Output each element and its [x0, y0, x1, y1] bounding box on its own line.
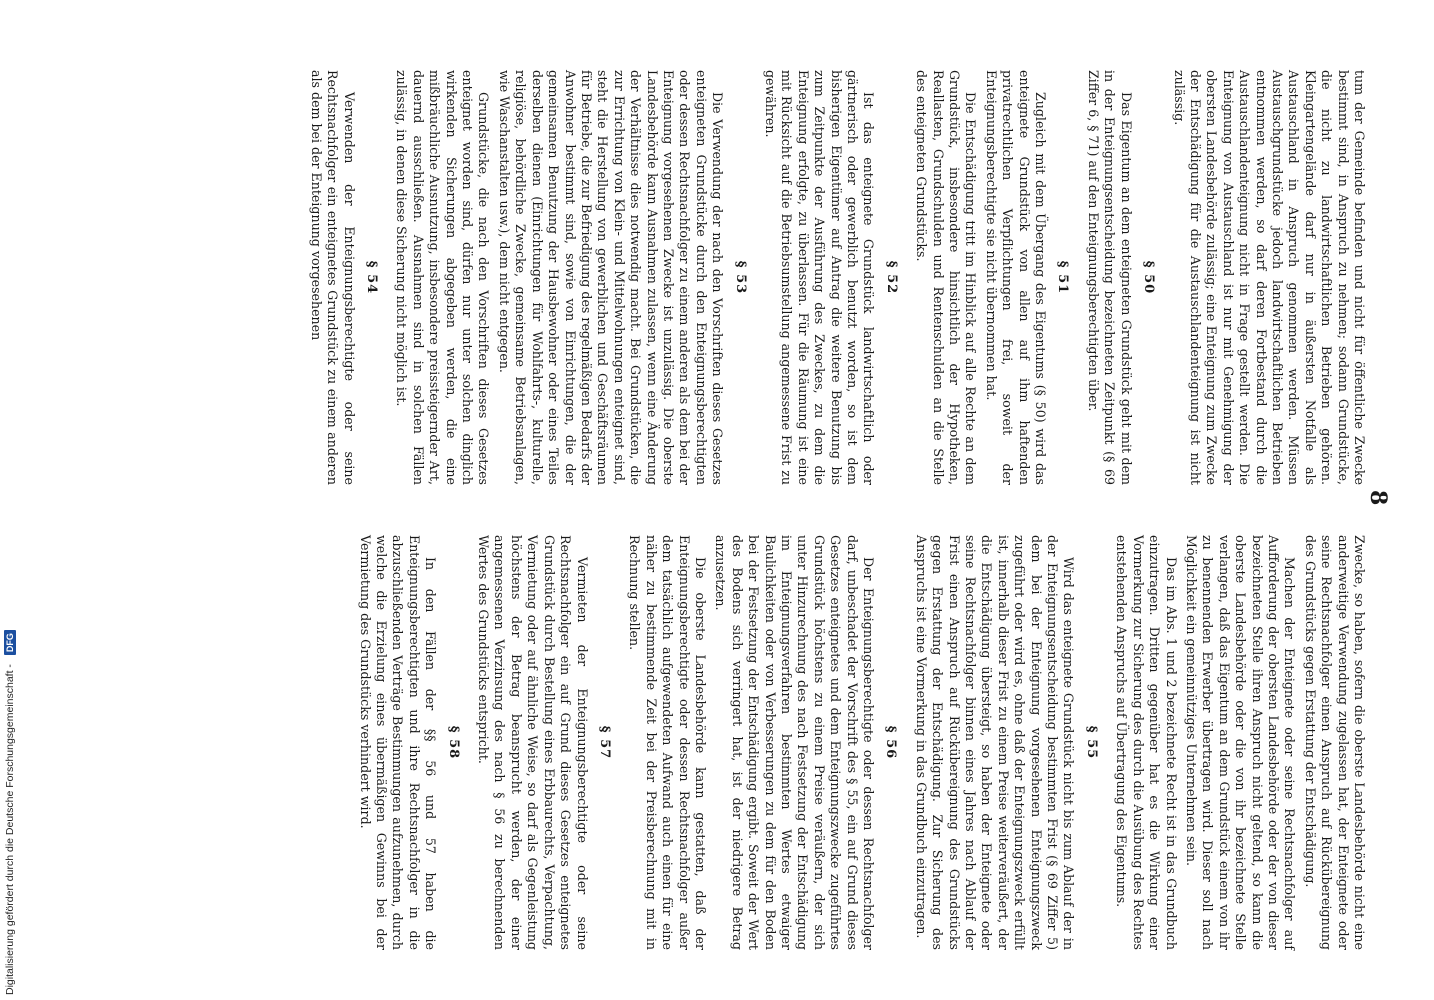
section-heading: § 54	[364, 260, 380, 295]
paragraph: Das Eigentum an dem enteigneten Grundstück geht mit dem in der Enteignungsentscheidung bezeichneten Zeitpunkt (§ 69 Ziffer 6, § 71) auf den Enteignungsberechtigten über.	[1085, 70, 1134, 485]
credit-text: Digitalisierung gefördert durch die Deutsche Forschungsgemeinschaft -	[4, 664, 16, 995]
digitization-credit	[4, 630, 16, 995]
paragraph: In den Fällen der §§ 56 und 57 haben die Enteignungsberechtigten und ihre Rechtsnachfolger in die abzuschließenden Verträge Bestimmungen aufzunehmen, durch welche die Erzielung eines übermäßigen Gewinns bei der Vermietung des Grundstücks verhindert wird.	[357, 535, 439, 950]
paragraph: Verwenden der Enteignungsberechtigte oder seine Rechtsnachfolger ein enteignetes Grundstück zu einem anderen als dem bei der Enteignung vorgesehenen	[308, 70, 357, 485]
section-heading: § 52	[883, 260, 899, 295]
rotated-document-page	[97, 70, 1397, 950]
paragraph: Die Entschädigung tritt im Hinblick auf alle Rechte an dem Grundstück, insbesondere hinsichtlich der Hypotheken, Reallasten, Grundschulden und Rentenschulden an die Stelle des enteigneten Grundstücks.	[914, 70, 979, 485]
paragraph: Zugleich mit dem Übergang des Eigentums (§ 50) wird das enteignete Grundstück von allen auf ihm haftenden privatrechtlichen Verpflichtungen frei, soweit der Enteignungsberechtigte sie nicht übernommen hat.	[983, 70, 1049, 485]
right-text-column	[352, 535, 1367, 950]
section-heading: § 53	[732, 260, 748, 295]
section-heading: § 55	[1083, 725, 1099, 760]
section-heading: § 50	[1141, 260, 1157, 295]
paragraph: Das im Abs. 1 und 2 bezeichnete Recht ist in das Grundbuch einzutragen. Dritten gegenüber hat es die Wirkung einer Vormerkung zur Sicherung des durch die Ausübung des Rechtes entstehenden Anspruchs auf Übertragung des Eigentums.	[1114, 535, 1179, 950]
paragraph: Ist das enteignete Grundstück landwirtschaftlich oder gärtnerisch oder gewerblich benutzt worden, so ist dem bisherigen Eigentümer auf Antrag die weitere Benutzung bis zum Zeitpunkte der Ausführung des Zweckes, zu dem die Enteignung erfolgte, zu überlassen. Für die Räumung ist eine mit Rücksicht auf die Betriebsumstellung angemessene Frist zu gewähren.	[763, 70, 877, 485]
paragraph: Wird das enteignete Grundstück nicht bis zum Ablauf der in der Enteignungsentscheidung bestimmten Frist (§ 69 Ziffer 5) dem bei der Enteignung vorgesehenen Enteignungszweck zugeführt oder wird es, ohne daß der Enteignungszweck erfüllt ist, innerhalb dieser Frist zu einem Preise weiterveräußert, der die Entschädigung übersteigt, so haben der Enteignete oder seine Rechtsnachfolger binnen eines Jahres nach Ablauf der Frist einen Anspruch auf Rückübereignung des Grundstücks gegen Erstattung der Entschädigung. Zur Sicherung des Anspruchs ist eine Vormerkung in das Grundbuch einzutragen.	[913, 535, 1077, 950]
paragraph: Vermieten der Enteignungsberechtigte oder seine Rechtsnachfolger ein auf Grund dieses Gesetzes enteignetes Grundstück durch Bestellung eines Erbbaurechts, Verpachtung, Vermietung oder auf ähnliche Weise, so darf als Gegenleistung höchstens der Betrag beansprucht werden, der einer angemessenen Verzinsung des nach § 56 zu berechnenden Wertes des Grundstücks entspricht.	[476, 535, 590, 950]
paragraph: Die Verwendung der nach den Vorschriften dieses Gesetzes enteigneten Grundstücke durch den Enteignungsberechtigten oder dessen Rechtsnachfolger zu einem anderen als dem bei der Enteignung vorgesehenen Zwecke ist unzulässig. Die oberste Landesbehörde kann Ausnahmen zulassen, wenn eine Änderung der Verhältnisse dies notwendig macht. Bei Grundstücken, die zur Errichtung von Klein- und Mittelwohnungen enteignet sind, steht die Herstellung von gewerblichen und Geschäftsräumen für Betriebe, die zur Befriedigung des regelmäßigen Bedarfs der Anwohner bestimmt sind, sowie von Einrichtungen, die der gemeinsamen Benutzung der Hausbewohner oder eines Teiles derselben dienen (Einrichtungen für Wohlfahrts-, kulturelle, religiöse, behördliche Zwecke, gemeinsame Betriebsanlagen, wie Waschanstalten usw.), dem nicht entgegen.	[496, 70, 726, 485]
section-heading: § 51	[1055, 260, 1071, 295]
section-heading: § 57	[596, 725, 612, 760]
paragraph: Machen der Enteignete oder seine Rechtsnachfolger auf Aufforderung der obersten Landesbehörde oder der von dieser bezeichneten Stelle ihren Anspruch nicht geltend, so kann die oberste Landesbehörde oder die von ihr bezeichnete Stelle verlangen, daß das Eigentum an dem Grundstück einem von ihr zu benennenden Erwerber übertragen wird. Dieser soll nach Möglichkeit ein gemeinnütziges Unternehmen sein.	[1183, 535, 1298, 950]
dfg-logo: DFG	[4, 630, 16, 655]
left-text-column	[303, 70, 1367, 485]
section-heading: § 56	[883, 725, 899, 760]
section-heading: § 58	[445, 725, 461, 760]
paragraph: Zwecke, so haben, sofern die oberste Landesbehörde nicht eine anderweitige Verwendung zugelassen hat, der Enteignete oder seine Rechtsnachfolger einen Anspruch auf Rückübereignung des Grundstücks gegen Erstattung der Entschädigung.	[1302, 535, 1367, 950]
paragraph: Der Enteignungsberechtigte oder dessen Rechtsnachfolger darf, unbeschadet der Vorschrift des § 55, ein auf Grund dieses Gesetzes enteignetes und dem Enteignungszwecke zugeführtes Grundstück höchstens zu einem Preise veräußern, der sich unter Hinzurechnung des nach Festsetzung der Entschädigung im Enteignungsverfahren bestimmten Wertes etwaiger Baulichkeiten oder von Verbesserungen zu dem für den Boden bei der Festsetzung der Entschädigung ergibt. Soweit der Wert des Bodens sich verringert hat, ist der niedrigere Betrag anzusetzen.	[713, 535, 877, 950]
page-number: 8	[1365, 490, 1391, 506]
paragraph: Die oberste Landesbehörde kann gestatten, daß der Enteignungsberechtigte oder dessen Rechtsnachfolger außer dem tatsächlich aufgewendeten Aufwand auch einen für eine näher zu bestimmende Zeit bei der Preisberechnung mit in Rechnung stellen.	[627, 535, 708, 950]
paragraph: Grundstücke, die nach den Vorschriften dieses Gesetzes enteignet worden sind, dürfen nur unter solchen dinglich wirkenden Sicherungen abgegeben werden, die eine mißbräuchliche Ausnutzung, insbesondere preissteigernder Art, dauernd ausschließen. Ausnahmen sind in solchen Fällen zulässig, in denen diese Sicherung nicht möglich ist.	[394, 70, 492, 485]
paragraph: tum der Gemeinde befinden und nicht für öffentliche Zwecke bestimmt sind, in Anspruch zu nehmen; sodann Grundstücke, die nicht zu landwirtschaftlichen Betrieben gehören. Kleingartengelände darf nur in äußersten Notfalle als Austauschland in Anspruch genommen werden. Müssen Austauschgrundstücke jedoch landwirtschaftlichen Betrieben entnommen werden, so darf deren Fortbestand durch die Austauschlandenteignung nicht in Frage gestellt werden. Die Enteignung von Austauschland ist nur mit Genehmigung der obersten Landesbehörde zulässig; eine Enteignung zum Zwecke der Entschädigung für die Austauschlandenteignung ist nicht zulässig.	[1171, 70, 1367, 485]
